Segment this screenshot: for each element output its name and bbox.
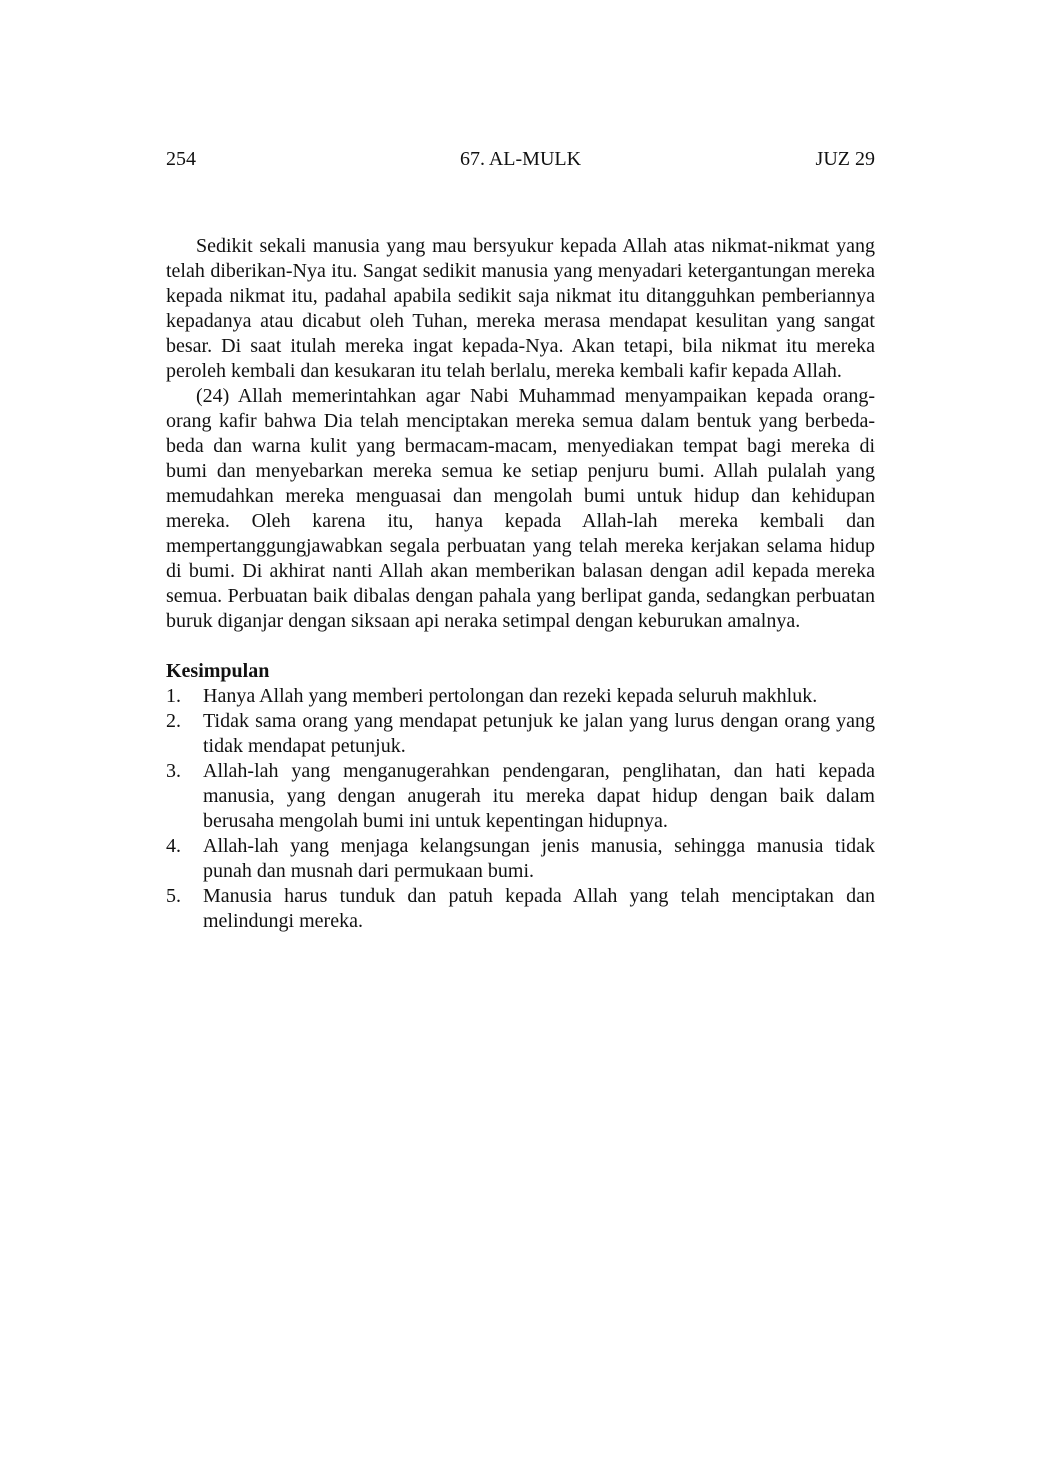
conclusion-item-number: 1. — [166, 685, 181, 707]
conclusion-item-number: 3. — [166, 760, 181, 782]
conclusion-item-number: 4. — [166, 835, 181, 857]
conclusion-item — [166, 709, 875, 759]
conclusion-item — [166, 884, 875, 934]
body-text — [166, 234, 875, 934]
page-header — [166, 146, 875, 172]
paragraph-gratitude: Sedikit sekali manusia yang mau bersyukur kepada Allah atas nikmat-nikmat yang telah diberikan-Nya itu. Sangat sedikit manusia yang menyadari ketergantungan mereka kepada nikmat itu, padahal apabila sedikit saja nikmat itu ditangguhkan pemberiannya kepadanya atau dicabut oleh Tuhan, mereka merasa mendapat kesulitan yang sangat besar. Di saat itulah mereka ingat kepada-Nya. Akan tetapi, bila nikmat itu mereka peroleh kembali dan kesukaran itu telah berlalu, mereka kembali kafir kepada Allah. — [166, 235, 875, 382]
conclusion-item — [166, 759, 875, 834]
conclusion-item-text: Allah-lah yang menjaga kelangsungan jenis manusia, sehingga manusia tidak punah dan musnah dari permukaan bumi. — [203, 835, 875, 882]
chapter-title: 67. AL-MULK — [459, 148, 582, 170]
conclusion-heading: Kesimpulan — [166, 660, 270, 682]
conclusion-item-text: Hanya Allah yang memberi pertolongan dan rezeki kepada seluruh makhluk. — [203, 685, 818, 707]
paragraph-verse-24: (24) Allah memerintahkan agar Nabi Muhammad menyampaikan kepada orang-orang kafir bahwa Dia telah menciptakan mereka semua dalam bentuk yang berbeda-beda dan warna kulit yang bermacam-macam, menyediakan tempat bagi mereka di bumi dan menyebarkan mereka semua ke setiap penjuru bumi. Allah pulalah yang memudahkan mereka menguasai dan mengolah bumi untuk hidup dan kehidupan mereka. Oleh karena itu, hanya kepada Allah-lah mereka kembali dan mempertanggungjawabkan segala perbuatan yang telah mereka kerjakan selama hidup di bumi. Di akhirat nanti Allah akan memberikan balasan dengan adil kepada mereka semua. Perbuatan baik dibalas dengan pahala yang berlipat ganda, sedangkan perbuatan buruk diganjar dengan siksaan api neraka setimpal dengan keburukan amalnya. — [166, 385, 875, 632]
conclusion-item-text: Manusia harus tunduk dan patuh kepada Allah yang telah menciptakan dan melindungi mereka. — [203, 885, 875, 932]
conclusion-item — [166, 834, 875, 884]
conclusion-list — [166, 684, 875, 934]
conclusion-item-number: 2. — [166, 710, 181, 732]
conclusion-item — [166, 684, 875, 709]
juz-label: JUZ 29 — [815, 148, 875, 170]
conclusion-item-text: Allah-lah yang menganugerahkan pendengaran, penglihatan, dan hati kepada manusia, yang dengan anugerah itu mereka dapat hidup dengan baik dalam berusaha mengolah bumi ini untuk kepentingan hidupnya. — [203, 760, 875, 832]
conclusion-item-number: 5. — [166, 885, 181, 907]
page-number: 254 — [166, 148, 196, 170]
conclusion-item-text: Tidak sama orang yang mendapat petunjuk ke jalan yang lurus dengan orang yang tidak mendapat petunjuk. — [203, 710, 875, 757]
